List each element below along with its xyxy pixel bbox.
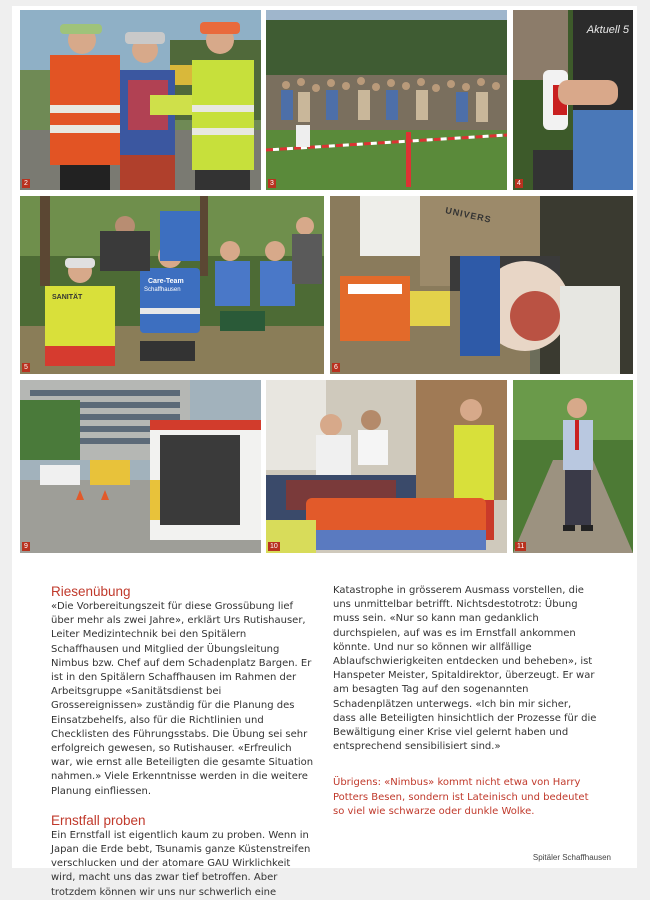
photo-number-badge: 4 <box>517 180 521 187</box>
photo-number-badge: 2 <box>24 180 28 187</box>
magazine-page <box>12 6 637 898</box>
photo-5-care-team <box>20 196 324 374</box>
vest-text-care-team: Care-Team <box>148 278 184 285</box>
paragraph-2: Ein Ernstfall ist eigentlich kaum zu proben. Wenn in Japan die Erde bebt, Tsunamis ganze Küstenstreifen verschlucken und der atomare GAU Wirklichkeit wird, macht uns das zwar tief betroffen. Aber trotzdem können wir uns nur schwerlich eine <box>51 829 311 898</box>
heading-ernstfall-proben: Ernstfall proben <box>51 812 146 828</box>
article-right-column <box>333 584 597 819</box>
article-left-column <box>51 584 315 900</box>
nimbus-note: Übrigens: «Nimbus» kommt nicht etwa von Harry Potters Besen, sondern ist Lateinisch und bedeutet so viel wie schwarze oder dunkle Wolke. <box>333 777 589 817</box>
section-header: Aktuell 5 <box>586 24 629 36</box>
photo-number-badge: 9 <box>24 543 28 550</box>
photo-number-badge: 6 <box>334 364 338 371</box>
vest-text-sanitaet: SANITÄT <box>52 294 83 301</box>
photo-number-badge: 3 <box>270 180 274 187</box>
photo-number-badge: 11 <box>517 543 525 550</box>
photo-11-director <box>513 380 633 553</box>
photo-number-badge: 5 <box>24 364 28 371</box>
photo-4-bandage <box>513 10 633 190</box>
photo-6-injured <box>330 196 633 374</box>
photo-10-stretcher <box>266 380 507 553</box>
heading-riesenuebung: Riesenübung <box>51 584 131 599</box>
paragraph-3: Katastrophe in grösserem Ausmass vorstellen, die uns unmittelbar betrifft. Nichtsdestotrotz: Übung muss sein. «Nur so kann man gedanklich durchspielen, auf was es im Ernstfall ankommen könnte. Und nur so können wir allfällige Ablaufschwierigkeiten entdecken und beheben», ist Hanspeter Meister, Spitaldirektor, überzeugt. Er war am besagten Tag auf den sogenannten Schadenplätzen unterwegs. «Ich bin mir sicher, dass alle Beteiligten hinsichtlich der Prozesse für die Bewältigung einer Krise viel gelernt haben und entsprechend sensibilisiert sind.» <box>333 585 597 753</box>
paragraph-1: «Die Vorbereitungszeit für diese Grossübung lief über mehr als zwei Jahre», erklärt Urs Rutishauser, Leiter Medizintechnik bei den Spitälern Schaffhausen und Mitglied der Übungsleitung Nimbus bzw. Chef auf dem Schadenplatz Bargen. Er ist in den Spitälern Schaffhausen im Rahmen der Arbeitsgruppe «Sanitätsdienst bei Grossereignissen» zuständig für die Planung des Einsatzbehelfs, also für die Richtlinien und Checklisten des Führungsstabs. Die Übung sei sehr erfolgreich gewesen, so Rutishauser. «Erfreulich war, wie ernst alle Beteiligten die gesamte Situation nahmen.» Viele Erkenntnisse werden in die weitere Planung einfliessen. <box>51 601 314 797</box>
photo-2-rescuers <box>20 10 261 190</box>
vest-text-schaffhausen: Schaffhausen <box>144 287 181 293</box>
photo-3-crowd <box>266 10 507 190</box>
shirt-text-univers: UNIVERS <box>444 205 493 225</box>
photo-9-ambulance <box>20 380 261 553</box>
footer-publisher: Spitäler Schaffhausen <box>532 853 611 862</box>
photo-number-badge: 10 <box>270 543 278 550</box>
